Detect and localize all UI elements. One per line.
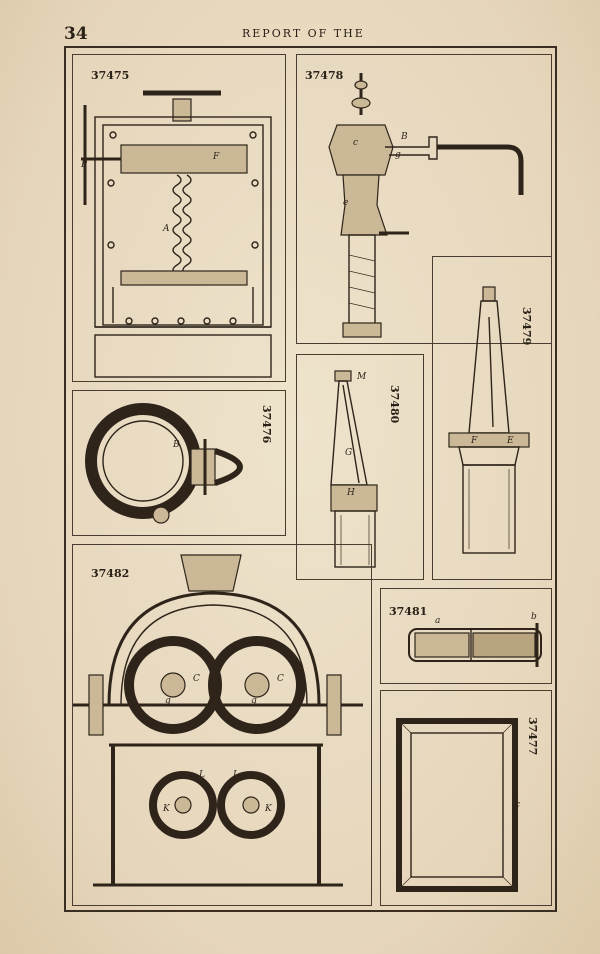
figure-37478-number: 37478 <box>305 69 344 82</box>
label-B: B <box>173 440 180 450</box>
figure-37481-number: 37481 <box>389 605 428 618</box>
figure-37480-number: 37480 <box>388 385 401 424</box>
label-g-right: g <box>251 696 257 706</box>
cartridge-drawing <box>381 589 553 685</box>
label-E: E <box>507 436 514 446</box>
label-L-right: L <box>233 770 239 780</box>
clamp-ring-drawing <box>73 391 287 537</box>
label-H: H <box>347 488 355 498</box>
label-F: F <box>471 436 478 446</box>
figure-37479 <box>432 256 552 580</box>
label-K-left: K <box>163 804 170 814</box>
figure-37476-number: 37476 <box>260 405 273 444</box>
label-c: c <box>515 800 521 810</box>
box-frame-drawing <box>381 691 553 907</box>
crusher-drawing <box>73 545 373 907</box>
label-P: P <box>81 160 88 170</box>
label-a: a <box>435 616 441 626</box>
figure-37482-number: 37482 <box>91 567 130 580</box>
figure-37475 <box>72 54 286 382</box>
page-number: 34 <box>64 24 88 44</box>
spindle-drawing <box>433 257 553 581</box>
engraving-plate <box>64 46 557 912</box>
label-M: M <box>357 372 367 382</box>
running-head: REPORT OF THE <box>242 27 365 40</box>
figure-37477-number: 37477 <box>526 717 539 756</box>
label-C-left: C <box>193 674 200 684</box>
figure-37479-number: 37479 <box>520 307 533 346</box>
label-c: c <box>353 138 359 148</box>
label-e: e <box>343 198 349 208</box>
label-A: A <box>163 224 170 234</box>
label-g-left: g <box>165 696 171 706</box>
label-F: F <box>213 152 220 162</box>
label-g: g <box>395 150 401 160</box>
label-C-right: C <box>277 674 284 684</box>
label-G: G <box>345 448 353 458</box>
label-L-left: L <box>199 770 205 780</box>
figure-37475-number: 37475 <box>91 69 130 82</box>
label-K-right: K <box>265 804 272 814</box>
figure-37476 <box>72 390 286 536</box>
label-B: B <box>401 132 408 142</box>
figure-37477 <box>380 690 552 906</box>
press-drawing <box>73 55 287 383</box>
label-b: b <box>531 612 537 622</box>
figure-37482 <box>72 544 372 906</box>
figure-37481 <box>380 588 552 684</box>
